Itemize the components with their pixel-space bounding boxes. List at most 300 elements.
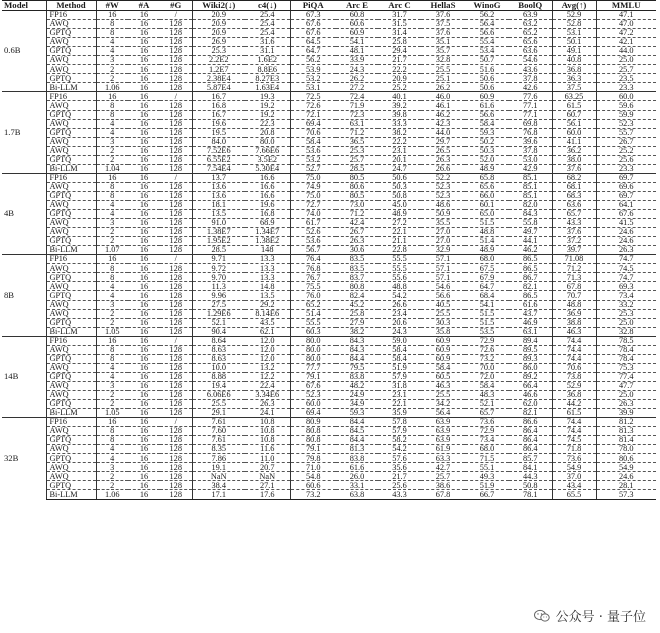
value-cell: 52.3	[421, 182, 465, 191]
column-header: WinoG	[465, 1, 509, 11]
value-cell: 71.5	[465, 454, 509, 463]
method-cell: FP16	[46, 11, 96, 20]
value-cell: 37.8	[509, 74, 552, 83]
table-row	[2, 273, 656, 282]
value-cell: 71.3	[552, 273, 596, 282]
value-cell: 61.6	[465, 101, 509, 110]
value-cell: 28.1	[596, 481, 656, 490]
value-cell: 48.9	[479, 164, 495, 174]
method-cell: GPTQ	[46, 110, 96, 119]
value-cell: 33.2	[596, 300, 656, 309]
value-cell: 41.5	[596, 219, 656, 228]
value-cell: 13.5	[192, 210, 245, 219]
value-cell: 128	[160, 390, 192, 399]
value-cell: 60.8	[336, 11, 378, 20]
value-cell: 42.3	[421, 119, 465, 128]
value-cell: 47.7	[596, 381, 656, 390]
value-cell: 72.7	[290, 200, 336, 209]
table-row	[2, 372, 656, 381]
value-cell: 2	[96, 74, 128, 83]
method-cell: AWQ	[46, 390, 96, 399]
value-cell: 54.6	[421, 282, 465, 291]
value-cell: 25.7	[421, 472, 465, 481]
model-size-cell: 4B	[2, 173, 46, 254]
value-cell: 55.8	[509, 219, 552, 228]
value-cell: 128	[160, 74, 192, 83]
value-cell: 60.0	[596, 92, 656, 101]
value-cell: 52.0	[465, 155, 509, 164]
value-cell: 45.0	[378, 200, 421, 209]
value-cell: 29.7	[421, 137, 465, 146]
value-cell: 53.4	[465, 47, 509, 56]
value-cell: 73.4	[596, 291, 656, 300]
method-cell: GPTQ	[46, 481, 96, 490]
table-row	[2, 219, 656, 228]
method-cell: Bi-LLM	[46, 83, 96, 92]
value-cell: 19.6	[245, 200, 290, 209]
value-cell: 72.6	[290, 101, 336, 110]
value-cell: 16.6	[245, 182, 290, 191]
value-cell: 82.0	[509, 200, 552, 209]
value-cell: 16	[128, 309, 160, 318]
value-cell: 78.4	[596, 345, 656, 354]
value-cell: 1.38E2	[245, 237, 290, 246]
value-cell: 16	[128, 264, 160, 273]
value-cell: 128	[160, 309, 192, 318]
table-row	[2, 182, 656, 191]
value-cell: 16	[139, 327, 149, 336]
watermark	[534, 606, 646, 625]
value-cell: 58.4	[465, 381, 509, 390]
value-cell: 16.6	[245, 173, 290, 182]
value-cell: 83.8	[336, 454, 378, 463]
value-cell: 55.5	[378, 255, 421, 264]
value-cell: 61.7	[290, 219, 336, 228]
value-cell: 25.7	[596, 65, 656, 74]
value-cell: 50.8	[378, 191, 421, 200]
value-cell: 23.1	[378, 390, 421, 399]
table-row	[2, 119, 656, 128]
value-cell: 8	[96, 110, 128, 119]
value-cell: 65.5	[552, 490, 596, 499]
value-cell: 16	[128, 155, 160, 164]
column-header: PiQA	[290, 1, 336, 11]
value-cell: 16	[128, 472, 160, 481]
table-row	[2, 246, 656, 255]
value-cell: 34.9	[336, 400, 378, 409]
value-cell: 51.9	[378, 363, 421, 372]
value-cell: 59.6	[596, 101, 656, 110]
table-row	[2, 11, 656, 20]
table-row	[2, 318, 656, 327]
value-cell: 60.0	[290, 400, 336, 409]
value-cell: 55.1	[465, 463, 509, 472]
value-cell: 75.0	[290, 173, 336, 182]
value-cell: 49.7	[509, 228, 552, 237]
value-cell: 25.0	[596, 56, 656, 65]
value-cell: 21.7	[378, 472, 421, 481]
value-cell: 53.5	[479, 327, 495, 336]
value-cell: 46.0	[421, 92, 465, 101]
value-cell: 13.3	[245, 255, 290, 264]
value-cell: 26.2	[435, 82, 451, 92]
value-cell: 58.4	[378, 345, 421, 354]
method-cell: FP16	[46, 255, 96, 264]
table-row	[2, 29, 656, 38]
value-cell: 85.1	[509, 173, 552, 182]
value-cell: 24.6	[596, 472, 656, 481]
value-cell: 2.38E4	[192, 74, 245, 83]
value-cell: 78.4	[596, 354, 656, 363]
value-cell: 1.06	[96, 83, 128, 92]
value-cell: 13.6	[192, 182, 245, 191]
value-cell: 5.87E4	[192, 83, 245, 92]
value-cell: 83.5	[336, 255, 378, 264]
value-cell: 1.2E7	[192, 65, 245, 74]
value-cell: 56.4	[465, 20, 509, 29]
value-cell: 4	[96, 372, 128, 381]
value-cell: 34.2	[421, 400, 465, 409]
value-cell: 63.25	[552, 92, 596, 101]
value-cell: 7.61	[192, 418, 245, 427]
value-cell: 25.3	[192, 47, 245, 56]
value-cell: 16	[128, 200, 160, 209]
value-cell: 74.0	[290, 210, 336, 219]
value-cell: 52.6	[290, 228, 336, 237]
value-cell: 47.0	[596, 20, 656, 29]
value-cell: 46.9	[509, 318, 552, 327]
value-cell: 54.1	[336, 38, 378, 47]
value-cell: 85.7	[509, 454, 552, 463]
value-cell: 16	[128, 345, 160, 354]
value-cell: 8.63	[192, 345, 245, 354]
value-cell: 64.5	[290, 38, 336, 47]
value-cell: 38.2	[378, 128, 421, 137]
column-header: #W	[96, 1, 128, 11]
method-cell: GPTQ	[46, 155, 96, 164]
value-cell: 17.1	[192, 490, 245, 499]
value-cell: 43.3	[552, 219, 596, 228]
value-cell: 16	[128, 372, 160, 381]
value-cell: 8	[96, 264, 128, 273]
value-cell: 13.5	[245, 291, 290, 300]
value-cell: 1.06	[96, 490, 128, 499]
value-cell: 89.4	[509, 336, 552, 345]
table-row	[2, 92, 656, 101]
value-cell: 16	[128, 110, 160, 119]
value-cell: 50.6	[378, 173, 421, 182]
value-cell: 8.14E6	[245, 309, 290, 318]
value-cell: 57.9	[378, 372, 421, 381]
value-cell: 58.4	[421, 363, 465, 372]
value-cell: 86.0	[509, 363, 552, 372]
value-cell: 55.5	[290, 318, 336, 327]
value-cell: 20.6	[378, 318, 421, 327]
method-cell: AWQ	[46, 463, 96, 472]
value-cell: 54.1	[465, 300, 509, 309]
method-cell: AWQ	[46, 427, 96, 436]
value-cell: 128	[160, 363, 192, 372]
column-header: MMLU	[596, 1, 656, 11]
value-cell: 2.2E2	[192, 56, 245, 65]
value-cell: 55.6	[378, 273, 421, 282]
value-cell: 74.4	[552, 418, 596, 427]
value-cell: 78.5	[596, 336, 656, 345]
value-cell: /	[160, 92, 192, 101]
value-cell: 68.4	[465, 291, 509, 300]
value-cell: 16	[128, 210, 160, 219]
value-cell: /	[160, 336, 192, 345]
value-cell: 42.1	[596, 38, 656, 47]
value-cell: 57.1	[421, 273, 465, 282]
value-cell: 60.9	[465, 92, 509, 101]
value-cell: 128	[160, 237, 192, 246]
value-cell: 24.9	[336, 390, 378, 399]
value-cell: 36.8	[552, 390, 596, 399]
value-cell: 56.6	[465, 29, 509, 38]
value-cell: 44.1	[509, 237, 552, 246]
method-cell: AWQ	[46, 219, 96, 228]
value-cell: 28.5	[192, 246, 245, 255]
value-cell: 53.6	[290, 146, 336, 155]
value-cell: 60.9	[336, 29, 378, 38]
value-cell: 28.5	[349, 164, 365, 174]
value-cell: 16	[128, 400, 160, 409]
value-cell: 72.6	[465, 345, 509, 354]
value-cell: 48.6	[421, 200, 465, 209]
value-cell: 43.6	[509, 65, 552, 74]
value-cell: 68.1	[552, 182, 596, 191]
value-cell: 16	[128, 11, 160, 20]
value-cell: 128	[169, 408, 182, 418]
value-cell: 16	[128, 146, 160, 155]
value-cell: 2	[96, 155, 128, 164]
table-row	[2, 418, 656, 427]
value-cell: 44.0	[596, 47, 656, 56]
value-cell: 16	[128, 101, 160, 110]
value-cell: 58.4	[290, 137, 336, 146]
value-cell: 128	[160, 38, 192, 47]
value-cell: 65.2	[509, 29, 552, 38]
value-cell: 19.4	[192, 381, 245, 390]
value-cell: 16.8	[245, 210, 290, 219]
value-cell: 63.8	[336, 490, 378, 499]
value-cell: 9.71	[192, 255, 245, 264]
value-cell: 128	[169, 245, 182, 255]
value-cell: 128	[160, 20, 192, 29]
value-cell: 1.38E7	[192, 228, 245, 237]
value-cell: 63.9	[421, 418, 465, 427]
value-cell: 70.0	[465, 363, 509, 372]
value-cell: 1.34E7	[245, 228, 290, 237]
value-cell: 7.66E6	[245, 146, 290, 155]
value-cell: 77.4	[596, 372, 656, 381]
value-cell: 73.4	[465, 436, 509, 445]
value-cell: 57.8	[378, 418, 421, 427]
value-cell: 70.6	[290, 128, 336, 137]
method-cell: GPTQ	[46, 372, 96, 381]
value-cell: 66.0	[465, 191, 509, 200]
value-cell: 77.6	[509, 92, 552, 101]
value-cell: 58.4	[465, 119, 509, 128]
value-cell: 51.5	[465, 219, 509, 228]
value-cell: 53.9	[290, 65, 336, 74]
value-cell: 69.8	[509, 119, 552, 128]
table-row	[2, 345, 656, 354]
value-cell: 67.8	[552, 282, 596, 291]
value-cell: 37.6	[421, 11, 465, 20]
table-row	[2, 173, 656, 182]
value-cell: 48.8	[378, 282, 421, 291]
value-cell: 69.3	[596, 282, 656, 291]
value-cell: 128	[160, 146, 192, 155]
table-row	[2, 255, 656, 264]
value-cell: 2	[96, 472, 128, 481]
method-cell: GPTQ	[46, 237, 96, 246]
value-cell: 53.1	[290, 83, 336, 92]
value-cell: 81.3	[596, 427, 656, 436]
value-cell: 48.9	[378, 210, 421, 219]
value-cell: NaN	[245, 472, 290, 481]
value-cell: 60.5	[421, 372, 465, 381]
value-cell: 80.5	[336, 191, 378, 200]
value-cell: 72.0	[465, 372, 509, 381]
table-row	[2, 354, 656, 363]
value-cell: 29.2	[245, 300, 290, 309]
value-cell: 22.4	[245, 381, 290, 390]
value-cell: 74.7	[596, 255, 656, 264]
value-cell: 57.1	[421, 255, 465, 264]
value-cell: 52.1	[465, 400, 509, 409]
value-cell: 16	[128, 255, 160, 264]
value-cell: 74.4	[552, 427, 596, 436]
value-cell: 83.7	[336, 273, 378, 282]
value-cell: 51.4	[290, 309, 336, 318]
method-cell: AWQ	[46, 300, 96, 309]
value-cell: 42.9	[522, 164, 538, 174]
method-cell: GPTQ	[46, 74, 96, 83]
value-cell: 59.9	[596, 110, 656, 119]
value-cell: 32.8	[421, 56, 465, 65]
value-cell: 16	[128, 463, 160, 472]
value-cell: 26.6	[435, 164, 451, 174]
value-cell: 90.4	[192, 327, 245, 336]
value-cell: 7.60	[192, 427, 245, 436]
value-cell: 24.6	[596, 228, 656, 237]
value-cell: 65.7	[552, 210, 596, 219]
value-cell: 51.9	[465, 481, 509, 490]
value-cell: 86.4	[509, 427, 552, 436]
value-cell: 128	[160, 101, 192, 110]
value-cell: 63.6	[509, 47, 552, 56]
value-cell: 19.3	[245, 92, 290, 101]
value-cell: 4	[96, 445, 128, 454]
value-cell: 52.3	[596, 119, 656, 128]
value-cell: 11.6	[245, 445, 290, 454]
value-cell: 57.9	[378, 427, 421, 436]
value-cell: 25.2	[392, 82, 407, 92]
table-row	[2, 490, 656, 499]
value-cell: 51.4	[465, 237, 509, 246]
value-cell: 57.1	[421, 264, 465, 273]
value-cell: 61.6	[336, 463, 378, 472]
value-cell: 44.2	[552, 400, 596, 409]
value-cell: 23.1	[378, 146, 421, 155]
table-row	[2, 309, 656, 318]
value-cell: 2	[96, 390, 128, 399]
value-cell: 71.2	[552, 264, 596, 273]
value-cell: 35.1	[421, 38, 465, 47]
value-cell: /	[160, 173, 192, 182]
value-cell: 16	[128, 65, 160, 74]
value-cell: 26.3	[421, 155, 465, 164]
value-cell: 26.6	[378, 300, 421, 309]
value-cell: 16	[128, 481, 160, 490]
value-cell: 4	[96, 363, 128, 372]
value-cell: 7.52E6	[192, 146, 245, 155]
value-cell: 8	[96, 29, 128, 38]
value-cell: 128	[160, 345, 192, 354]
value-cell: 54.6	[509, 56, 552, 65]
column-header: Arc E	[336, 1, 378, 11]
value-cell: 16	[128, 418, 160, 427]
value-cell: 80.8	[290, 436, 336, 445]
value-cell: 11.3	[192, 282, 245, 291]
table-row	[2, 228, 656, 237]
value-cell: 33.1	[336, 481, 378, 490]
value-cell: 35.7	[421, 47, 465, 56]
method-cell: Bi-LLM	[46, 409, 96, 418]
value-cell: 8	[96, 191, 128, 200]
value-cell: 6.55E2	[192, 155, 245, 164]
value-cell: 16	[128, 92, 160, 101]
table-row	[2, 291, 656, 300]
value-cell: 16	[128, 336, 160, 345]
value-cell: 128	[160, 445, 192, 454]
value-cell: 16	[128, 273, 160, 282]
value-cell: 37.6	[552, 228, 596, 237]
value-cell: 52.3	[290, 390, 336, 399]
value-cell: 16	[128, 427, 160, 436]
value-cell: 16	[139, 408, 149, 418]
value-cell: 16	[128, 300, 160, 309]
model-size-cell: 0.6B	[2, 11, 46, 92]
value-cell: 128	[160, 273, 192, 282]
method-cell: AWQ	[46, 381, 96, 390]
method-cell: GPTQ	[46, 47, 96, 56]
value-cell: 16	[96, 255, 128, 264]
value-cell: 71.08	[552, 255, 596, 264]
value-cell: 73.6	[552, 454, 596, 463]
value-cell: 36.9	[552, 309, 596, 318]
value-cell: 128	[160, 191, 192, 200]
method-cell: Bi-LLM	[46, 164, 96, 173]
value-cell: 128	[160, 56, 192, 65]
value-cell: 53.0	[509, 155, 552, 164]
value-cell: 17.6	[245, 490, 290, 499]
value-cell: 10.8	[245, 436, 290, 445]
value-cell: 20.8	[245, 128, 290, 137]
value-cell: 13.3	[245, 273, 290, 282]
value-cell: 69.7	[596, 191, 656, 200]
method-cell: AWQ	[46, 56, 96, 65]
value-cell: 12.0	[245, 354, 290, 363]
value-cell: 128	[160, 155, 192, 164]
table-row	[2, 264, 656, 273]
value-cell: 39.9	[596, 409, 656, 418]
value-cell: 74.4	[552, 354, 596, 363]
value-cell: 60.9	[421, 336, 465, 345]
